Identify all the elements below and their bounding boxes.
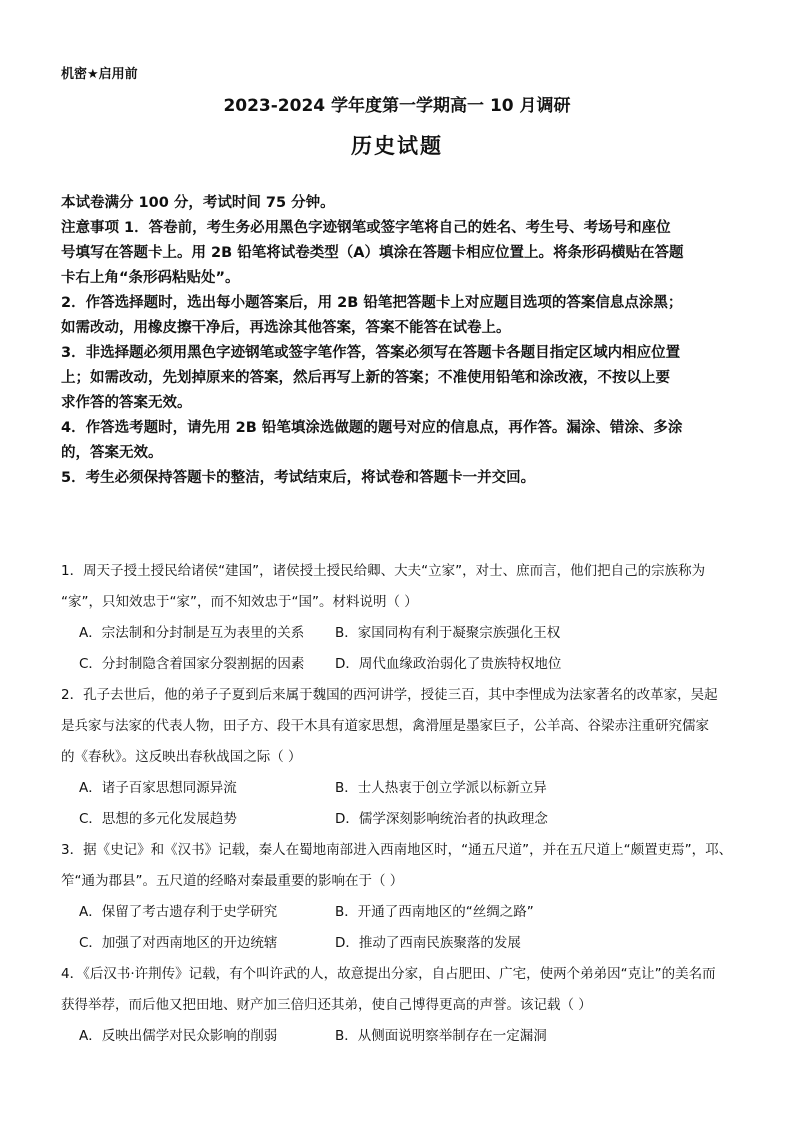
option-row [61,649,751,680]
notice-line: 的，答案无效。 [61,445,163,461]
notice-line: 上；如需改动，先划掉原来的答案，然后再写上新的答案；不准使用铅笔和涂改液，不按以上要 [61,370,670,386]
question-stem-line: 4．《后汉书·许荆传》记载，有个叫许武的人，故意提出分家，自占肥田、广宅，使两个弟弟因“克让”的美名而 [61,966,716,982]
option-row [61,897,751,928]
option-b: B．从侧面说明察举制存在一定漏洞 [335,1028,547,1044]
option-b: B．开通了西南地区的“丝绸之路” [335,904,534,920]
notice-line: 卡右上角“条形码粘贴处”。 [61,270,240,286]
option-row [61,773,751,804]
question-stem-line: 2．孔子去世后，他的弟子子夏到后来属于魏国的西河讲学，授徒三百，其中李悝成为法家著名的改革家，吴起 [61,687,718,703]
option-row [61,928,751,959]
notice-line: 5．考生必须保持答题卡的整洁，考试结束后，将试卷和答题卡一并交回。 [61,470,536,486]
option-a: A．诸子百家思想同源异流 [79,780,237,796]
option-row [61,618,751,649]
notice-line: 4．作答选考题时，请先用 2B 铅笔填涂选做题的题号对应的信息点，再作答。漏涂、错涂、多涂 [61,420,683,436]
notice-line: 注意事项 1．答卷前，考生务必用黑色字迹钢笔或签字笔将自己的姓名、考生号、考场号和座位 [61,220,671,236]
subject-title: 历史试题 [351,134,443,158]
option-b: B．家国同构有利于凝聚宗族强化王权 [335,625,561,641]
confidential-label: 机密★启用前 [61,67,138,82]
question-stem-line: 3．据《史记》和《汉书》记载，秦人在蜀地南部进入西南地区时，“通五尺道”，并在五尺道上“颇置吏焉”，邛、 [61,842,733,858]
question-stem-line: 的《春秋》。这反映出春秋战国之际（ ） [61,749,302,765]
question-2 [61,680,751,835]
notice-line: 2．作答选择题时，选出每小题答案后，用 2B 铅笔把答题卡上对应题目选项的答案信息点涂黑； [61,295,683,311]
question-stem-line: 笮“通为郡县”。五尺道的经略对秦最重要的影响在于（ ） [61,873,404,889]
question-stem-line: 获得举荐，而后他又把田地、财产加三倍归还其弟，使自己博得更高的声誉。该记载（ ） [61,997,592,1013]
option-c: C．加强了对西南地区的开边统辖 [79,935,278,951]
option-a: A．宗法制和分封制是互为表里的关系 [79,625,305,641]
question-stem-line: 是兵家与法家的代表人物，田子方、段干木具有道家思想，禽滑厘是墨家巨子，公羊高、谷梁赤注重研究儒家 [61,718,709,734]
question-list [61,556,751,1052]
notice-line: 如需改动，用橡皮擦干净后，再选涂其他答案，答案不能答在试卷上。 [61,320,511,336]
option-a: A．反映出儒学对民众影响的削弱 [79,1028,278,1044]
option-row [61,804,751,835]
option-row [61,1021,751,1052]
option-c: C．思想的多元化发展趋势 [79,811,237,827]
option-a: A．保留了考古遗存利于史学研究 [79,904,278,920]
notice-line: 3．非选择题必须用黑色字迹钢笔或签字笔作答，答案必须写在答题卡各题目指定区域内相应位置 [61,345,681,361]
question-3 [61,835,751,959]
exam-notice [61,191,741,491]
notice-line: 求作答的答案无效。 [61,395,192,411]
exam-title: 2023-2024 学年度第一学期高一 10 月调研 [223,96,571,116]
option-d: D．儒学深刻影响统治者的执政理念 [335,811,548,827]
option-c: C．分封制隐含着国家分裂割据的因素 [79,656,305,672]
option-d: D．周代血缘政治弱化了贵族特权地位 [335,656,562,672]
question-1 [61,556,751,680]
question-stem-line: “家”，只知效忠于“家”，而不知效忠于“国”。材料说明（ ） [61,594,418,610]
notice-line: 号填写在答题卡上。用 2B 铅笔将试卷类型（A）填涂在答题卡相应位置上。将条形码横贴在答题 [61,245,684,261]
option-b: B．士人热衷于创立学派以标新立异 [335,780,547,796]
question-4 [61,959,751,1052]
option-d: D．推动了西南民族聚落的发展 [335,935,521,951]
question-stem-line: 1．周天子授土授民给诸侯“建国”，诸侯授土授民给卿、大夫“立家”，对士、庶而言，他们把自己的宗族称为 [61,563,706,579]
notice-line: 本试卷满分 100 分，考试时间 75 分钟。 [61,195,335,211]
